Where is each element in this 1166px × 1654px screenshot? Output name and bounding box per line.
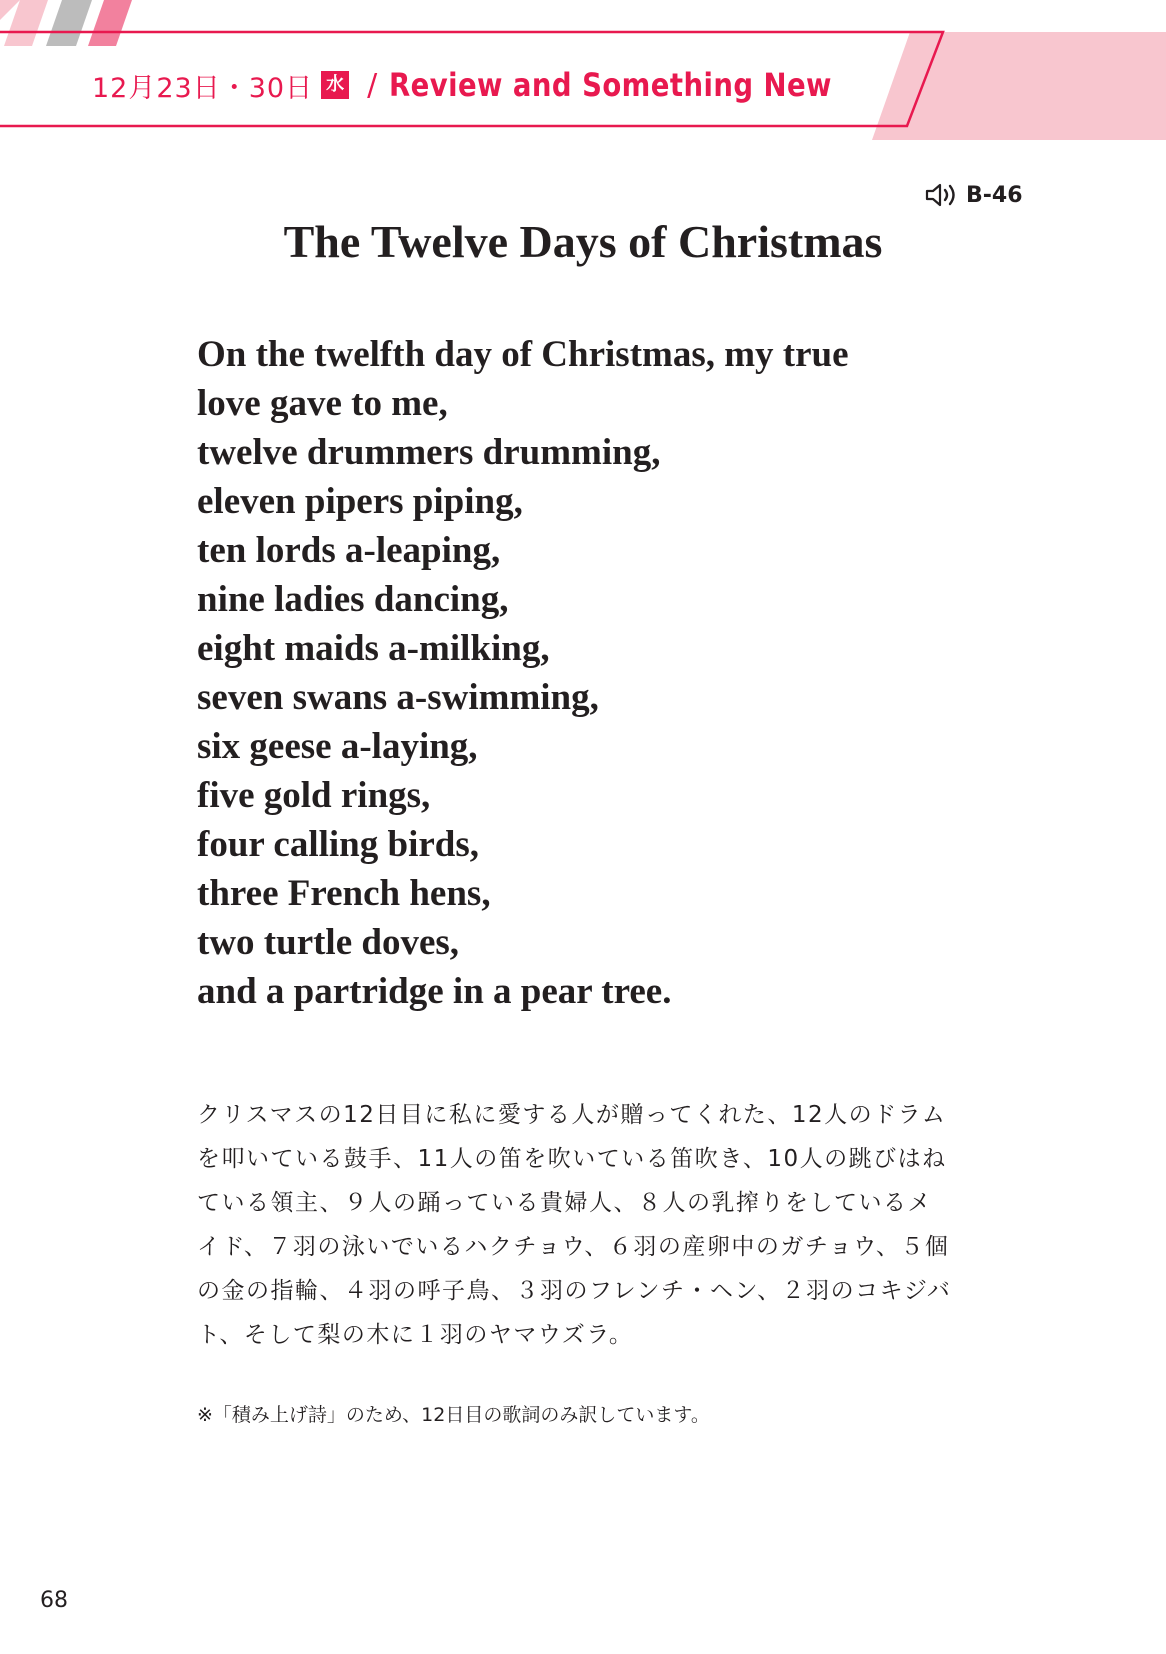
lyric-line: love gave to me, <box>197 383 448 424</box>
song-title: The Twelve Days of Christmas <box>283 216 883 267</box>
lyric-line: eight maids a-milking, <box>197 628 550 669</box>
header-separator: / <box>367 67 378 103</box>
lyric-line: four calling birds, <box>197 824 479 865</box>
lyric-line: two turtle doves, <box>197 922 460 963</box>
weekday-badge: 水 <box>321 71 349 99</box>
lesson-header <box>92 60 904 110</box>
lyric-line: five gold rings, <box>197 775 431 816</box>
lyric-line: twelve drummers drumming, <box>197 432 661 473</box>
song-lyrics <box>197 330 849 1016</box>
lyric-line: ten lords a-leaping, <box>197 530 501 571</box>
lyric-line: eleven pipers piping, <box>197 481 523 522</box>
audio-track-label: B-46 <box>966 182 1023 208</box>
speaker-icon <box>924 181 960 209</box>
lyric-line: On the twelfth day of Christmas, my true <box>197 334 849 375</box>
lesson-title: Review and Something New <box>389 66 833 104</box>
lesson-date: 12月23日・30日 <box>92 72 314 104</box>
page-number: 68 <box>40 1588 68 1613</box>
lyric-line: and a partridge in a pear tree. <box>197 971 672 1012</box>
audio-track[interactable] <box>924 178 1023 212</box>
japanese-translation: クリスマスの12日目に私に愛する人が贈ってくれた、12人のドラムを叩いている鼓手、11人の笛を吹いている笛吹き、10人の跳びはねている領主、９人の踊っている貴婦人、８人の乳搾りをしているメイド、７羽の泳いでいるハクチョウ、６羽の産卵中のガチョウ、５個の金の指輪、４羽の呼子鳥、３羽のフレンチ・ヘン、２羽のコキジバト、そして梨の木に１羽のヤマウズラ。 <box>197 1102 952 1348</box>
lyric-line: three French hens, <box>197 873 491 914</box>
translation-note: ※「積み上げ詩」のため、12日目の歌詞のみ訳しています。 <box>197 1404 710 1426</box>
lyric-line: nine ladies dancing, <box>197 579 509 620</box>
lyric-line: seven swans a-swimming, <box>197 677 599 718</box>
lyric-line: six geese a-laying, <box>197 726 478 767</box>
